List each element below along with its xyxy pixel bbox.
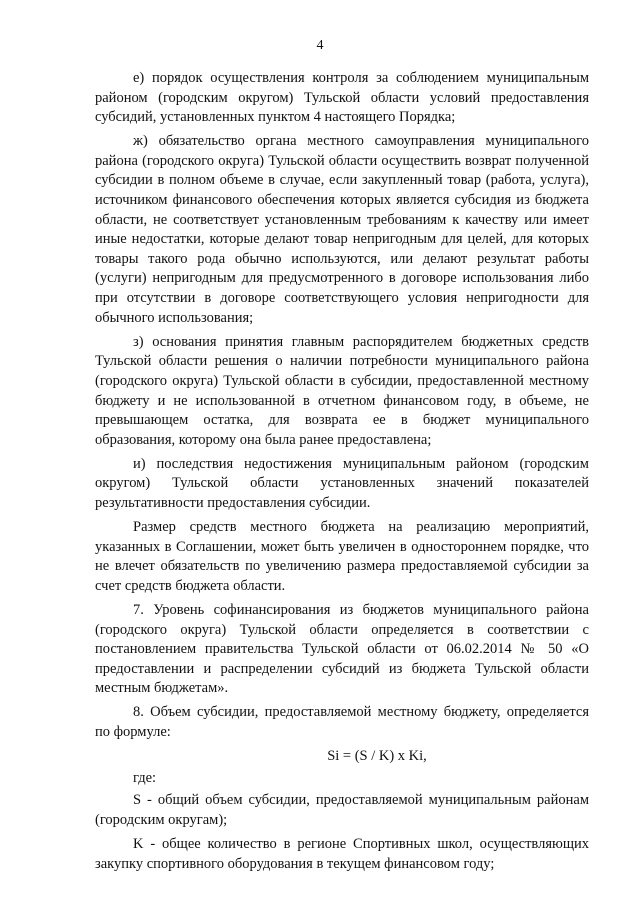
definition-s: S - общий объем субсидии, предоставляемой муниципальным районам (городским округам); — [95, 792, 589, 828]
paragraph-i: и) последствия недостижения муниципальным районом (городским округом) Тульской области установленных значений показателей результативности предоставления субсидии. — [95, 455, 589, 511]
definition-k: K - общее количество в регионе Спортивных школ, осуществляющих закупку спортивного оборудования в текущем финансовом году; — [95, 835, 589, 872]
document-body — [95, 69, 589, 879]
page-number: 4 — [316, 38, 324, 53]
subsidy-formula: Si = (S / K) x Ki, — [327, 748, 427, 765]
where-label: где: — [133, 769, 157, 786]
paragraph-z: з) основания принятия главным распорядителем бюджетных средств Тульской области решения о наличии потребности муниципального района (городского округа) Тульской области в субсидии, предоставленной местному бюджету и не использованной в отчетном финансовом году, в объеме, не превышающем остатка, для возврата ее в бюджет муниципального образования, которому она была ранее предоставлена; — [95, 333, 589, 448]
paragraph-e: е) порядок осуществления контроля за соблюдением муниципальным районом (городским округом) Тульской области условий предоставления субсидий, установленных пунктом 4 настоящего Порядка; — [95, 70, 589, 126]
paragraph-item-8: 8. Объем субсидии, предоставляемой местному бюджету, определяется по формуле: — [95, 704, 589, 740]
paragraph-item-7: 7. Уровень софинансирования из бюджетов муниципального района (городского округа) Тульской области определяется в соответствии с постановлением правительства Тульской области от 06.02.2014 № 50 «О предоставлении и распределении субсидий из бюджета Тульской области местным бюджетам». — [95, 601, 589, 697]
paragraph-local-budget: Размер средств местного бюджета на реализацию мероприятий, указанных в Соглашении, может быть увеличен в одностороннем порядке, что не влечет обязательств по увеличению размера предоставляемой субсидии за счет средств бюджета области. — [95, 519, 589, 594]
paragraph-zh: ж) обязательство органа местного самоуправления муниципального района (городского округа) Тульской области осуществить возврат полученной субсидии в полном объеме в случае, если закупленный товар (работа, услуга), источником финансового обеспечения которых является субсидия из бюджета области, не соответствует установленным требованиям к качеству или имеет иные недостатки, которые делают товар непригодным для целей, для которых товары такого рода обычно используются, или делают результат работы (услуги) непригодным для предусмотренного в договоре использования либо при отсутствии в договоре соответствующего условия непригодности для обычного использования; — [95, 133, 589, 326]
